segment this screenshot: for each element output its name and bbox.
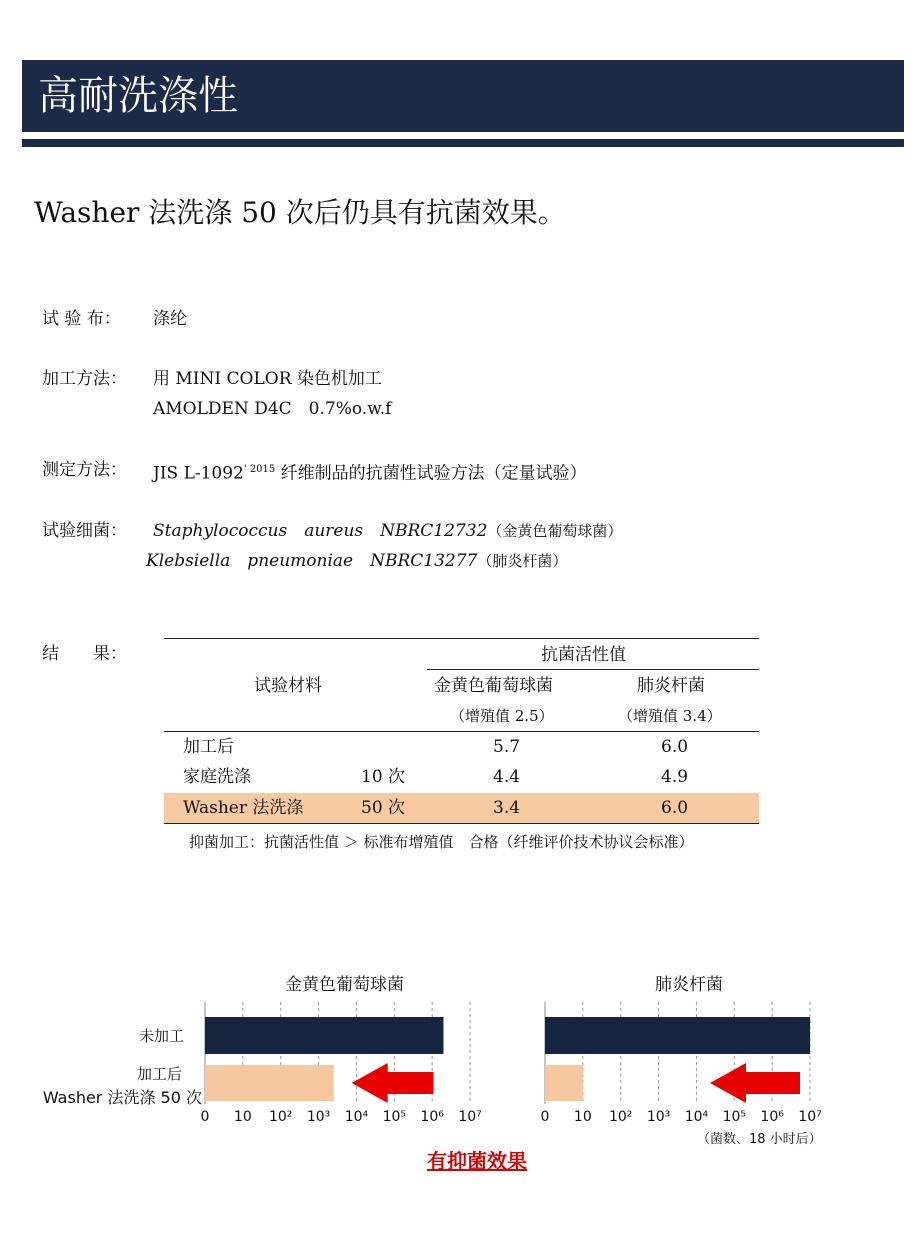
header-rule [22, 139, 904, 147]
bar-label-treated-1: 加工后 [136, 1065, 182, 1083]
col-header-staph-sub: （增殖值 2.5） [450, 707, 554, 725]
chart-2-title: 肺炎杆菌 [655, 975, 723, 995]
table-row-1-material: 加工后 [183, 737, 234, 757]
chart-2-reduction-arrow [710, 1063, 800, 1103]
table-row-3-staph: 3.4 [493, 798, 521, 818]
spec-bacteria-label: 试验细菌： [42, 521, 127, 541]
chart-1-title: 金黄色葡萄球菌 [285, 975, 404, 995]
spec-method-year: ' 2015 [243, 464, 276, 475]
page-title: 高耐洗涤性 [38, 73, 238, 119]
chart-1-tick-label: 0 [200, 1109, 210, 1125]
table-row-1-kleb: 6.0 [661, 737, 689, 757]
spec-fabric-value: 涤纶 [153, 309, 187, 329]
chart-1-tick-label: 10⁵ [382, 1109, 406, 1125]
chart-2-tick-label: 10 [573, 1109, 592, 1125]
chart-2-tick-label: 10⁴ [684, 1109, 709, 1125]
chart-2-tick-label: 10⁵ [722, 1109, 746, 1125]
bacteria-1-name: Staphylococcus aureus NBRC12732 [153, 521, 488, 541]
chart-1-tick-label: 10 [233, 1109, 252, 1125]
bar-label-untreated: 未加工 [138, 1027, 184, 1045]
spec-method-value [153, 458, 587, 486]
bacteria-1-note: （金黄色葡萄球菌） [487, 522, 623, 540]
chart-2-tick-label: 10² [608, 1109, 633, 1125]
chart-2-tick-label: 10³ [646, 1109, 671, 1125]
table-row-3-kleb: 6.0 [661, 798, 689, 818]
spec-method-desc: 纤维制品的抗菌性试验方法（定量试验） [275, 463, 587, 484]
spec-processing-line2: AMOLDEN D4C 0.7%o.w.f [153, 399, 392, 419]
col-header-group: 抗菌活性值 [541, 645, 626, 665]
table-row-2-material: 家庭洗涤 [183, 767, 251, 787]
header-banner [22, 60, 904, 132]
table-group-rule [427, 669, 759, 670]
chart-2-tick-label: 10⁶ [760, 1109, 784, 1125]
spec-bacteria-1 [153, 519, 622, 543]
spec-processing-line1: 用 MINI COLOR 染色机加工 [153, 369, 382, 389]
table-row-2-times: 10 次 [361, 767, 406, 787]
unit-note: （菌数、18 小时后） [697, 1132, 822, 1147]
table-row-3-times: 50 次 [361, 798, 406, 818]
chart-1-tick-label: 10⁴ [344, 1109, 369, 1125]
chart-1-bar-treated [205, 1065, 334, 1101]
col-header-kleb: 肺炎杆菌 [637, 676, 705, 696]
bacteria-2-name: Klebsiella pneumoniae NBRC13277 [146, 551, 478, 571]
table-row-2-kleb: 4.9 [661, 767, 689, 787]
chart-1-tick-label: 10² [268, 1109, 293, 1125]
spec-bacteria-2 [146, 549, 567, 573]
spec-processing-label: 加工方法： [42, 369, 127, 389]
chart-1-tick-label: 10³ [306, 1109, 331, 1125]
spec-method-label: 测定方法： [42, 460, 127, 480]
chart-1-tick-label: 10⁷ [458, 1109, 482, 1125]
col-header-material: 试验材料 [254, 676, 322, 696]
table-top-rule [164, 638, 759, 639]
chart-2-bar-untreated [545, 1017, 810, 1054]
table-header-rule [164, 731, 759, 732]
table-bottom-rule [164, 823, 759, 824]
table-row-2-staph: 4.4 [493, 767, 521, 787]
table-footnote: 抑菌加工：抗菌活性值 ＞ 标准布增殖值 合格（纤维评价技术协议会标准） [189, 833, 694, 851]
bacteria-2-note: （肺炎杆菌） [477, 552, 568, 570]
col-header-kleb-sub: （增殖值 3.4） [618, 707, 722, 725]
subtitle: Washer 法洗涤 50 次后仍具有抗菌效果。 [34, 196, 566, 229]
conclusion: 有抑菌效果 [427, 1149, 527, 1173]
spec-fabric-label: 试 验 布： [42, 309, 121, 329]
bar-label-treated-2: Washer 法洗涤 50 次 [42, 1088, 202, 1107]
chart-1-tick-label: 10⁶ [420, 1109, 444, 1125]
chart-2-tick-label: 0 [540, 1109, 550, 1125]
table-row-3-material: Washer 法洗涤 [183, 798, 304, 818]
col-header-staph: 金黄色葡萄球菌 [434, 676, 553, 696]
spec-method-standard: JIS L-1092 [153, 463, 244, 484]
table-row-1-staph: 5.7 [493, 737, 521, 757]
chart-1-reduction-arrow [352, 1063, 434, 1103]
results-label: 结 果： [42, 644, 127, 664]
chart-1-bar-untreated [205, 1017, 444, 1054]
chart-2-bar-treated [545, 1065, 583, 1101]
chart-2-tick-label: 10⁷ [798, 1109, 822, 1125]
